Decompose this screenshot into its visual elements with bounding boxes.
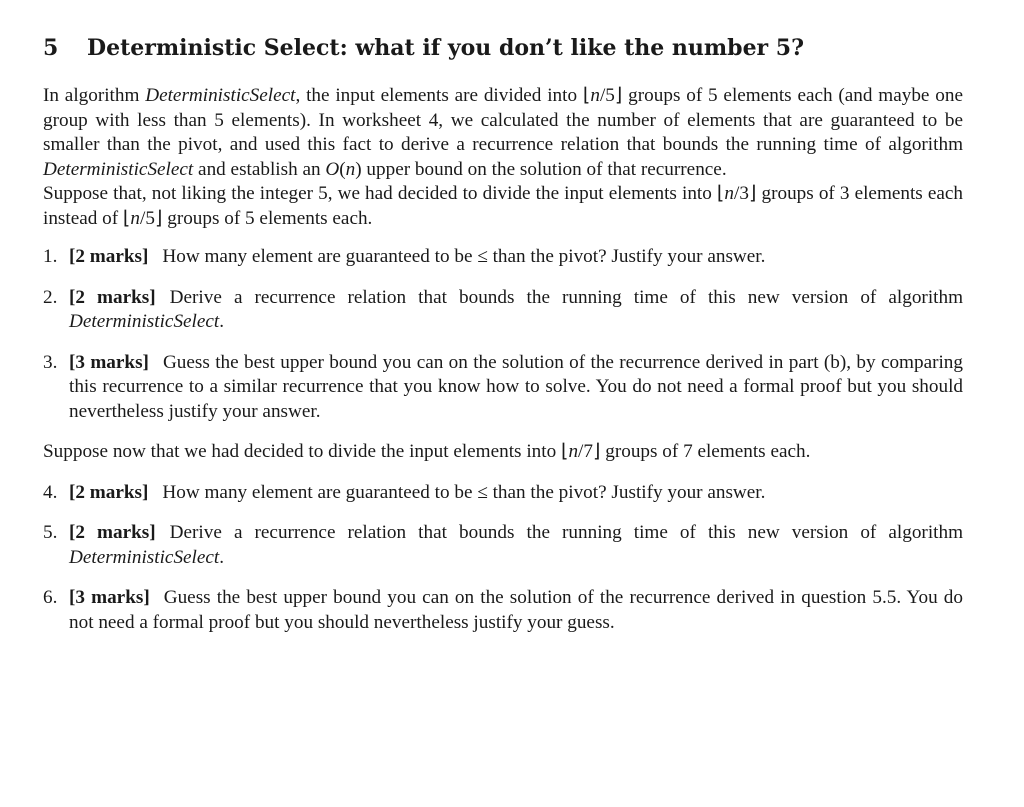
question-text: Guess the best upper bound you can on the solution of the recurrence derived in question 5.5. You do not need a formal proof but you should nevertheless justify your guess. [69,587,963,633]
algorithm-name: DeterministicSelect [69,311,220,332]
algorithm-name: DeterministicSelect [145,85,296,106]
question-number: 6. [43,587,58,608]
question-number: 5. [43,522,58,543]
intro-text: /5⌋ groups of 5 elements each (and maybe one group with less than 5 elements). In worksheet 4, we calculated the number of elements that are guaranteed to be smaller than the pivot, and used this fact to derive a recurrence relation that bounds the running time of algorithm [43,85,963,155]
question-item [43,351,963,425]
question-text: Derive a recurrence relation that bounds the running time of this new version of algorithm [169,286,963,308]
question-marks: [2 marks] [69,246,149,267]
mid-text: Suppose now that we had decided to divide the input elements into ⌊ [43,441,569,462]
question-text: Derive a recurrence relation that bounds the running time of this new version of algorithm [169,522,963,543]
question-text: How many element are guaranteed to be ≤ than the pivot? Justify your answer. [162,481,766,503]
question-item [43,481,963,506]
mid-paragraph [43,440,963,465]
section-title: Deterministic Select: what if you don’t like the number 5? [87,35,805,61]
algorithm-name: DeterministicSelect [43,158,194,180]
question-number: 2. [43,286,58,308]
question-list-part-b [43,481,963,636]
question-list-part-a [43,245,963,424]
math-variable: n [724,183,735,204]
intro-text: and establish an [193,158,326,180]
question-text: Guess the best upper bound you can on the solution of the recurrence derived in part (b), by comparing this recurrence to a similar recurrence that you know how to solve. You do not need a formal proof but you should nevertheless justify your answer. [69,351,963,422]
question-marks: [2 marks] [69,286,156,308]
intro-text: Suppose that, not liking the integer 5, we had decided to divide the input elements into ⌊ [43,183,725,204]
intro-text: ( [339,158,346,180]
question-text-tail: . [219,311,225,332]
question-marks: [3 marks] [69,351,149,373]
question-marks: [2 marks] [69,522,156,543]
math-variable: n [130,207,141,229]
question-text-tail: . [219,546,225,568]
intro-text: , the input elements are divided into ⌊ [295,85,591,106]
document-page [43,30,963,651]
section-heading [43,30,963,66]
question-item [43,245,963,270]
intro-paragraph-1 [43,84,963,182]
math-variable: O [325,158,340,180]
math-variable: n [590,85,600,106]
intro-text: In algorithm [43,85,146,106]
section-number: 5 [43,35,59,61]
mid-text: /7⌋ groups of 7 elements each. [578,441,811,462]
math-variable: n [345,158,356,180]
intro-text: ) upper bound on the solution of that recurrence. [355,158,727,180]
intro-paragraph-2 [43,182,963,231]
intro-text: /3⌋ groups of 3 elements each instead of ⌊ [43,183,964,229]
question-item [43,286,963,335]
math-variable: n [568,441,579,462]
intro-text: /5⌋ groups of 5 elements each. [140,207,373,229]
question-number: 3. [43,351,58,373]
algorithm-name: DeterministicSelect [69,546,220,568]
question-number: 1. [43,246,58,267]
question-marks: [2 marks] [69,481,149,503]
question-marks: [3 marks] [69,587,150,608]
question-number: 4. [43,481,58,503]
question-text: How many element are guaranteed to be ≤ than the pivot? Justify your answer. [162,246,766,267]
question-item [43,521,963,570]
question-item [43,586,963,635]
